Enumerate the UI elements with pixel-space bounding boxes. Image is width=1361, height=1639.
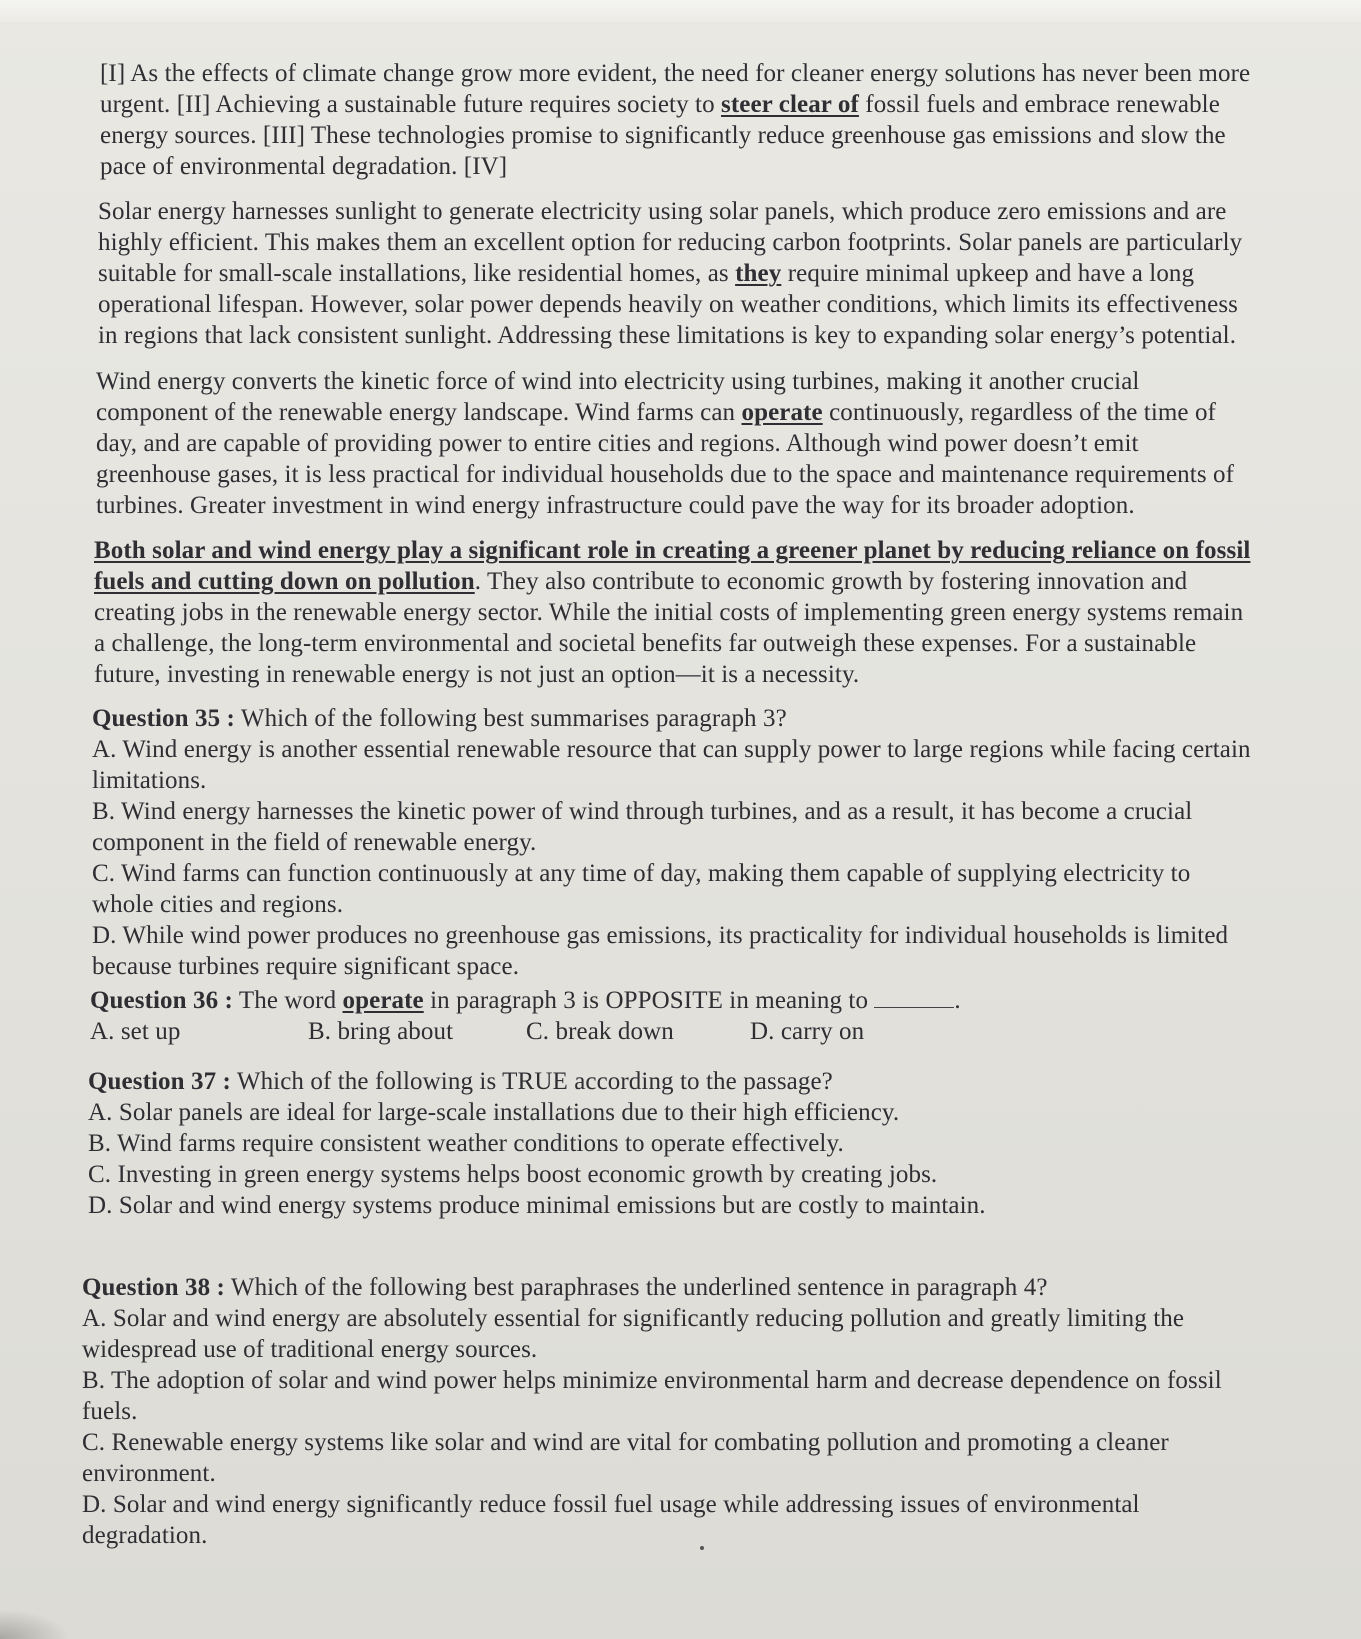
question-35-option-c[interactable]: C. Wind farms can function continuously at any time of day, making them capable of supplying electricity to whole cities and regions. (92, 860, 1191, 918)
question-37-prompt (88, 1066, 1248, 1097)
question-36-text-before: The word (232, 987, 343, 1014)
paragraph-1-text-end: fossil fuels and embrace renewable energy sources. [III] These technologies promise to significantly reduce greenhouse gas emissions and slow the pace of environmental degradation. [IV] (100, 91, 1226, 180)
question-37 (88, 1066, 1248, 1221)
question-37-label: Question 37 : (88, 1068, 231, 1095)
question-36-end: . (954, 987, 961, 1014)
question-36-option-c[interactable]: C. break down (526, 1018, 674, 1045)
question-37-text: Which of the following is TRUE according to the passage? (230, 1068, 833, 1095)
underlined-sentence-paragraph-4: Both solar and wind energy play a significant role in creating a greener planet by reducing reliance on fossil fuels and cutting down on pollution (94, 537, 1251, 595)
paragraph-3-text-start: Wind energy converts the kinetic force of wind into electricity using turbines, making it another crucial component of the renewable energy landscape. Wind farms can (96, 368, 1140, 426)
paragraph-3 (96, 366, 1256, 521)
question-38-option-d[interactable]: D. Solar and wind energy significantly reduce fossil fuel usage while addressing issues of environmental degradation. (82, 1491, 1140, 1549)
paragraph-3-text-end: continuously, regardless of the time of day, and are capable of providing power to entire cities and regions. Although wind power doesn’t emit greenhouse gases, it is less practical for individual households due to the space and maintenance requirements of turbines. Greater investment in wind energy infrastructure could pave the way for its broader adoption. (96, 399, 1235, 519)
question-35-prompt (92, 703, 1252, 734)
paragraph-2-text-start: Solar energy harnesses sunlight to generate electricity using solar panels, which produce zero emissions and are highly efficient. This makes them an excellent option for reducing carbon footprints. Solar panels are particularly suitable for small-scale installations, like residential homes, as (98, 198, 1243, 287)
question-36-prompt (90, 985, 1250, 1016)
paragraph-4 (94, 535, 1254, 690)
paragraph-1 (100, 58, 1260, 182)
question-38-prompt (82, 1272, 1242, 1303)
question-38-option-b[interactable]: B. The adoption of solar and wind power helps minimize environmental harm and decrease dependence on fossil fuels. (82, 1367, 1222, 1425)
question-36-options-row (90, 1016, 1250, 1050)
question-37-option-d[interactable]: D. Solar and wind energy systems produce minimal emissions but are costly to maintain. (88, 1192, 986, 1219)
question-37-option-a[interactable]: A. Solar panels are ideal for large-scale installations due to their high efficiency. (88, 1099, 900, 1126)
paragraph-1-text-start: [I] As the effects of climate change grow more evident, the need for cleaner energy solutions has never been more urgent. [II] Achieving a sustainable future requires society to (100, 60, 1251, 118)
question-36 (90, 985, 1250, 1050)
paragraph-2-text-end: require minimal upkeep and have a long operational lifespan. However, solar power depends heavily on weather conditions, which limits its effectiveness in regions that lack consistent sunlight. Addressing these limitations is key to expanding solar energy’s potential. (98, 260, 1238, 349)
question-35-option-a[interactable]: A. Wind energy is another essential renewable resource that can supply power to large regions while facing certain limitations. (92, 736, 1251, 794)
question-36-text-after: in paragraph 3 is OPPOSITE in meaning to (423, 987, 875, 1014)
question-36-option-d[interactable]: D. carry on (750, 1018, 865, 1045)
paper-speck (700, 1546, 704, 1550)
question-35-option-b[interactable]: B. Wind energy harnesses the kinetic power of wind through turbines, and as a result, it has become a crucial component in the field of renewable energy. (92, 798, 1193, 856)
paper-shadow-corner (0, 1609, 70, 1639)
question-35 (92, 703, 1252, 982)
question-36-word-operate: operate (342, 987, 424, 1014)
question-38-label: Question 38 : (82, 1274, 225, 1301)
underlined-word-operate: operate (741, 399, 823, 426)
paragraph-4-text-end: . They also contribute to economic growth by fostering innovation and creating jobs in the renewable energy sector. While the initial costs of implementing green energy systems remain a challenge, the long-term environmental and societal benefits far outweigh these expenses. For a sustainable future, investing in renewable energy is not just an option—it is a necessity. (94, 568, 1244, 688)
question-35-text: Which of the following best summarises paragraph 3? (234, 705, 787, 732)
question-38-text: Which of the following best paraphrases the underlined sentence in paragraph 4? (224, 1274, 1048, 1301)
underlined-word-they: they (735, 260, 782, 287)
question-37-option-b[interactable]: B. Wind farms require consistent weather conditions to operate effectively. (88, 1130, 844, 1157)
question-36-option-a[interactable]: A. set up (90, 1018, 181, 1045)
question-36-label: Question 36 : (90, 987, 233, 1014)
question-35-label: Question 35 : (92, 705, 235, 732)
underlined-phrase-steer-clear-of: steer clear of (721, 91, 859, 118)
question-36-option-b[interactable]: B. bring about (308, 1018, 454, 1045)
paragraph-2 (98, 196, 1263, 351)
question-37-option-c[interactable]: C. Investing in green energy systems helps boost economic growth by creating jobs. (88, 1161, 938, 1188)
question-38-option-a[interactable]: A. Solar and wind energy are absolutely essential for significantly reducing pollution and greatly limiting the widespread use of traditional energy sources. (82, 1305, 1185, 1363)
question-38-option-c[interactable]: C. Renewable energy systems like solar and wind are vital for combating pollution and promoting a cleaner environment. (82, 1429, 1169, 1487)
question-36-blank (874, 987, 954, 1008)
question-35-option-d[interactable]: D. While wind power produces no greenhouse gas emissions, its practicality for individual households is limited because turbines require significant space. (92, 922, 1229, 980)
question-38 (82, 1272, 1242, 1551)
